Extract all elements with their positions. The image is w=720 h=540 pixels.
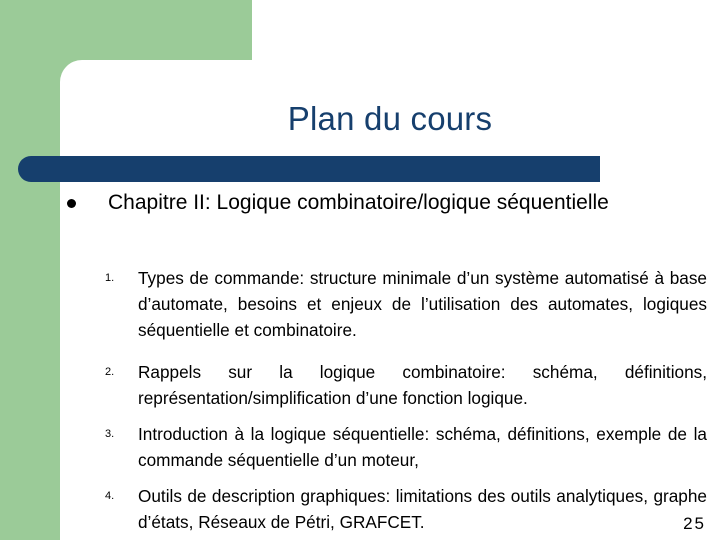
- page-number: 25: [683, 514, 706, 533]
- list-item: [105, 359, 707, 411]
- list-item: [105, 265, 707, 343]
- topic-list: [105, 265, 707, 535]
- chapter-heading: Chapitre II: Logique combinatoire/logique séquentielle: [108, 191, 609, 214]
- title-underline-bar: [18, 156, 600, 182]
- bullet-dot: [67, 199, 76, 208]
- item-number: 3.: [105, 428, 115, 440]
- item-text: Introduction à la logique séquentielle: schéma, définitions, exemple de la commande séquentielle d’un moteur,: [138, 424, 707, 470]
- list-item: [105, 421, 707, 473]
- item-number: 4.: [105, 490, 115, 502]
- item-number: 2.: [105, 366, 115, 378]
- item-text: Types de commande: structure minimale d’un système automatisé à base d’automate, besoins et enjeux de l’utilisation des automates, logiques séquentielle et combinatoire.: [138, 268, 707, 340]
- item-text: Outils de description graphiques: limitations des outils analytiques, graphe d’états, Réseaux de Pétri, GRAFCET.: [138, 486, 707, 532]
- item-number: 1.: [105, 272, 115, 284]
- list-item: [105, 483, 707, 535]
- item-text: Rappels sur la logique combinatoire: schéma, définitions, représentation/simplification d’une fonction logique.: [138, 362, 707, 408]
- slide-title: Plan du cours: [287, 100, 493, 137]
